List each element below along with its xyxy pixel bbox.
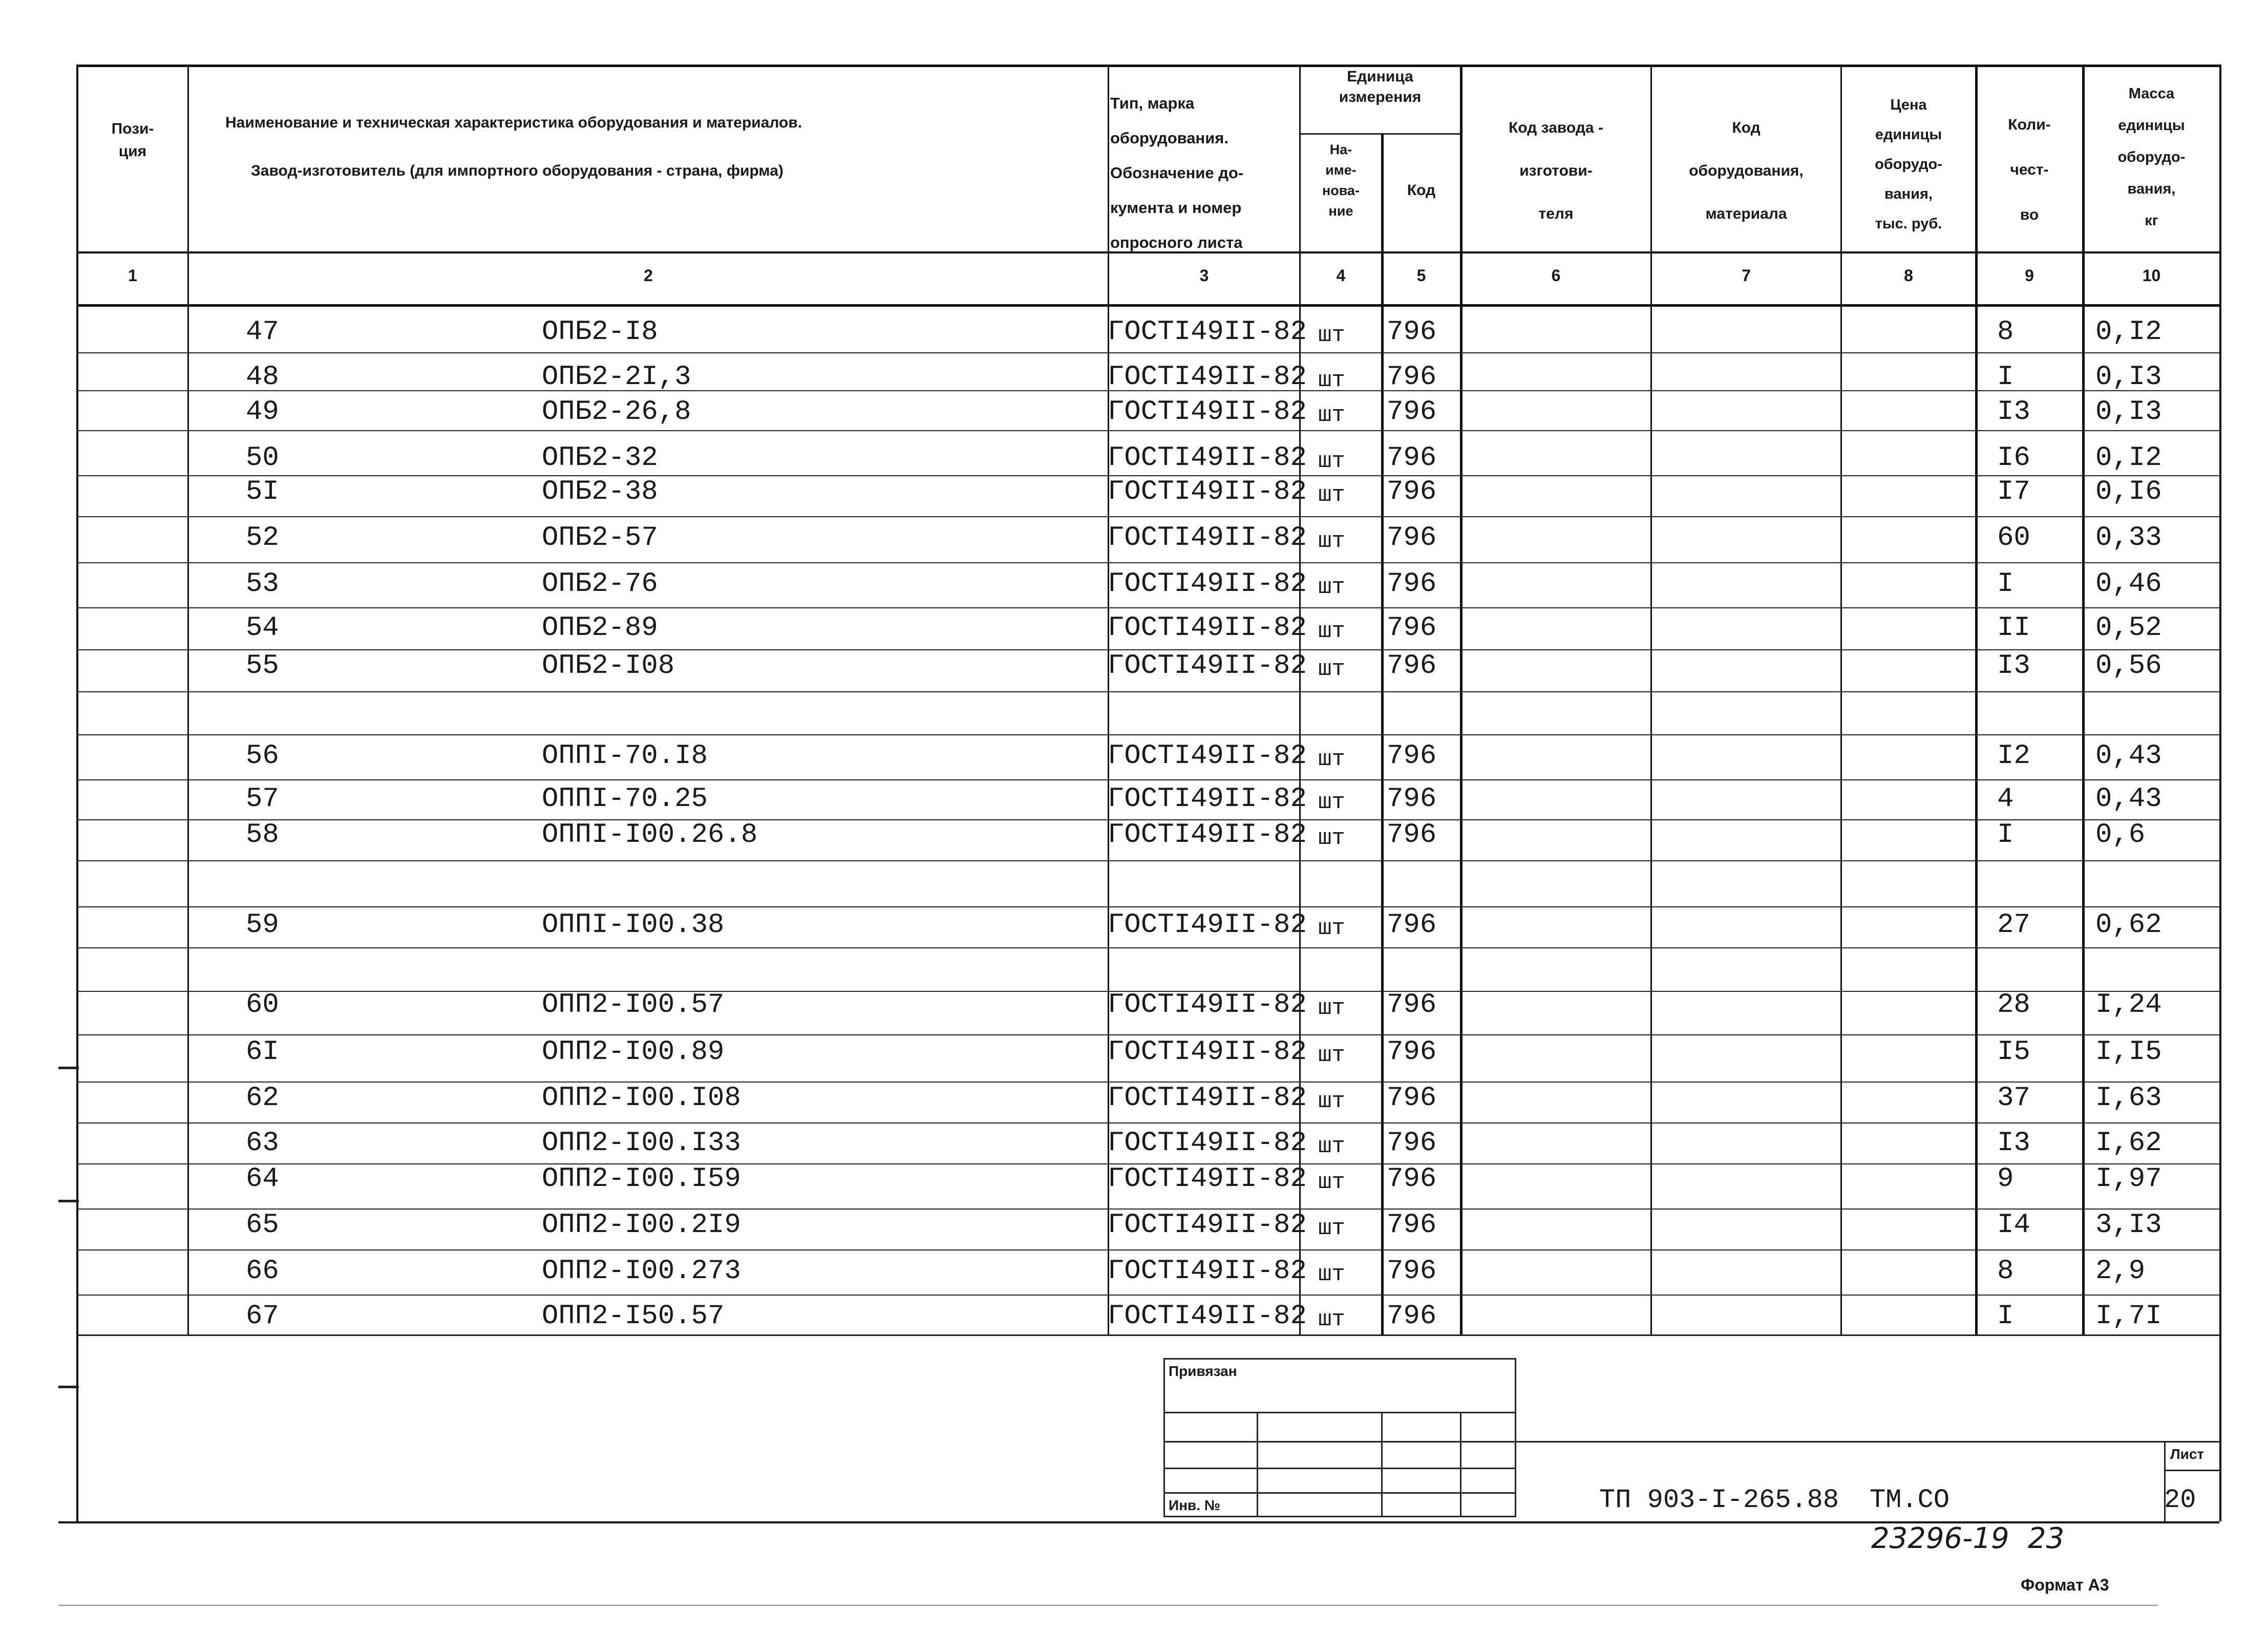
cell-qty: 8	[1997, 316, 2014, 348]
cell-name: ОПБ2-89	[542, 612, 658, 644]
cell-unit: шт	[1318, 1134, 1345, 1159]
cell-mass: 0,I3	[2095, 396, 2162, 428]
cell-mass: 0,I2	[2095, 442, 2162, 474]
header-unit-group: Единица измерения	[1339, 68, 1422, 105]
cell-name: ОППI-I00.26.8	[542, 819, 758, 851]
header-unit-name: На- име- нова- ние	[1322, 142, 1360, 219]
col-right-border	[2219, 65, 2221, 1521]
cell-doc: ГОСТI49II-82	[1108, 1256, 1307, 1287]
cell-pos: 50	[246, 442, 279, 474]
cell-code: 796	[1387, 650, 1437, 682]
cell-name: ОПБ2-76	[542, 568, 658, 600]
cell-doc: ГОСТI49II-82	[1108, 1083, 1307, 1114]
cell-pos: 58	[246, 819, 279, 851]
cell-qty: I7	[1997, 476, 2030, 507]
cell-name: ОППI-70.I8	[542, 740, 708, 772]
cell-mass: I,62	[2095, 1128, 2162, 1159]
header-position: Пози- ция	[111, 120, 154, 160]
colnum-2: 2	[644, 266, 653, 285]
row-separator	[76, 860, 2219, 861]
cell-code: 796	[1387, 1128, 1437, 1159]
cell-mass: 0,62	[2095, 909, 2162, 941]
cell-qty: 9	[1997, 1163, 2014, 1195]
row-separator	[76, 430, 2219, 431]
cell-mass: 0,43	[2095, 783, 2162, 815]
cell-qty: I	[1997, 1301, 2014, 1332]
row-separator	[76, 1249, 2219, 1250]
inv-no-label: Инв. №	[1169, 1497, 1221, 1513]
row-separator	[76, 779, 2219, 780]
cell-name: ОПБ2-38	[542, 476, 658, 507]
cell-doc: ГОСТI49II-82	[1108, 819, 1307, 851]
sheet-number: 20	[2164, 1485, 2196, 1515]
cell-unit: шт	[1318, 916, 1345, 941]
cell-doc: ГОСТI49II-82	[1108, 316, 1307, 348]
cell-code: 796	[1387, 909, 1437, 941]
row-separator	[76, 562, 2219, 563]
bottom-rule	[58, 1605, 2158, 1606]
cell-unit: шт	[1318, 995, 1345, 1021]
cell-code: 796	[1387, 568, 1437, 600]
colnum-1: 1	[128, 266, 137, 285]
cell-unit: шт	[1318, 482, 1345, 508]
header-price: Цена единицы оборудо- вания, тыс. руб.	[1875, 97, 1942, 232]
col-8-9-divider	[1975, 65, 1978, 1334]
colnum-3: 3	[1199, 266, 1209, 285]
header-name-line1: Наименование и техническая характеристика оборудования и материалов.	[225, 114, 802, 131]
cell-qty: 37	[1997, 1083, 2030, 1114]
cell-unit: шт	[1318, 1216, 1345, 1241]
privyazan-line-2	[1163, 1441, 1516, 1443]
row-separator	[76, 906, 2219, 907]
cell-code: 796	[1387, 819, 1437, 851]
cell-unit: шт	[1318, 747, 1345, 772]
cell-pos: 59	[246, 909, 279, 941]
cell-doc: ГОСТI49II-82	[1108, 568, 1307, 600]
row-separator	[76, 734, 2219, 735]
cell-doc: ГОСТI49II-82	[1108, 396, 1307, 428]
cell-name: ОПБ2-57	[542, 522, 658, 554]
cell-doc: ГОСТI49II-82	[1108, 476, 1307, 507]
cell-name: ОППI-70.25	[542, 783, 708, 815]
row-separator	[76, 1295, 2219, 1296]
privyazan-line-4	[1163, 1492, 1516, 1494]
margin-tick-1	[58, 1067, 79, 1069]
cell-name: ОПП2-I00.273	[542, 1256, 741, 1287]
cell-doc: ГОСТI49II-82	[1108, 442, 1307, 474]
cell-qty: I2	[1997, 740, 2030, 772]
cell-doc: ГОСТI49II-82	[1108, 1210, 1307, 1241]
header-quantity: Коли- чест- во	[2008, 116, 2051, 223]
cell-code: 796	[1387, 612, 1437, 644]
cell-mass: 3,I3	[2095, 1210, 2162, 1241]
cell-pos: 67	[246, 1301, 279, 1332]
cell-pos: 56	[246, 740, 279, 772]
header-name-line2: Завод-изготовитель (для импортного оборудования - страна, фирма)	[251, 162, 783, 179]
cell-qty: I3	[1997, 1128, 2030, 1159]
cell-code: 796	[1387, 740, 1437, 772]
row-separator	[76, 691, 2219, 692]
cell-mass: 2,9	[2095, 1256, 2146, 1287]
cell-mass: 0,6	[2095, 819, 2146, 851]
cell-pos: 57	[246, 783, 279, 815]
cell-pos: 60	[246, 989, 279, 1021]
cell-qty: I3	[1997, 650, 2030, 682]
cell-name: ОПБ2-26,8	[542, 396, 691, 428]
cell-unit: шт	[1318, 1043, 1345, 1068]
table-body-bottom	[76, 1334, 2219, 1336]
col-9-10-divider	[2082, 65, 2085, 1334]
cell-unit: шт	[1318, 402, 1345, 428]
cell-unit: шт	[1318, 656, 1345, 682]
cell-pos: 5I	[246, 476, 279, 507]
cell-pos: 54	[246, 612, 279, 644]
cell-mass: I,24	[2095, 989, 2162, 1021]
cell-name: ОПБ2-32	[542, 442, 658, 474]
cell-name: ОПП2-I00.I08	[542, 1083, 741, 1114]
colnum-4: 4	[1336, 266, 1346, 285]
col-6-7-divider	[1650, 65, 1652, 1334]
privyazan-vline-1	[1257, 1412, 1258, 1517]
header-type: Тип, марка оборудования. Обозначение до- кумента и номер опросного листа	[1110, 94, 1244, 251]
cell-code: 796	[1387, 476, 1437, 507]
header-maker-code: Код завода - изготови- теля	[1509, 119, 1603, 222]
cell-doc: ГОСТI49II-82	[1108, 783, 1307, 815]
colnum-9: 9	[2025, 266, 2034, 285]
cell-mass: I,63	[2095, 1083, 2162, 1114]
margin-tick-2	[58, 1200, 79, 1202]
header-equipment-code: Код оборудования, материала	[1689, 119, 1804, 222]
cell-name: ОПП2-I00.I59	[542, 1163, 741, 1195]
header-mass: Масса единицы оборудо- вания, кг	[2117, 86, 2186, 229]
col-4-5-divider	[1381, 133, 1384, 1334]
privyazan-line-3	[1163, 1468, 1516, 1469]
cell-pos: 63	[246, 1128, 279, 1159]
cell-mass: 0,43	[2095, 740, 2162, 772]
cell-doc: ГОСТI49II-82	[1108, 362, 1307, 393]
cell-code: 796	[1387, 442, 1437, 474]
table-top-border	[76, 65, 2219, 67]
cell-name: ОПП2-I00.2I9	[542, 1210, 741, 1241]
margin-tick-3	[58, 1386, 79, 1388]
cell-code: 796	[1387, 522, 1437, 554]
cell-qty: I4	[1997, 1210, 2030, 1241]
cell-name: ОПБ2-I8	[542, 316, 658, 348]
cell-qty: 28	[1997, 989, 2030, 1021]
cell-qty: 4	[1997, 783, 2014, 815]
colnum-7: 7	[1742, 266, 1751, 285]
unit-group-divider	[1299, 133, 1460, 135]
cell-doc: ГОСТI49II-82	[1108, 909, 1307, 941]
cell-pos: 65	[246, 1210, 279, 1241]
cell-name: ОПБ2-2I,3	[542, 362, 691, 393]
cell-unit: шт	[1318, 528, 1345, 554]
cell-code: 796	[1387, 316, 1437, 348]
header-unit-code: Код	[1407, 182, 1436, 199]
cell-name: ОПП2-I00.I33	[542, 1128, 741, 1159]
cell-mass: 0,52	[2095, 612, 2162, 644]
cell-doc: ГОСТI49II-82	[1108, 612, 1307, 644]
cell-doc: ГОСТI49II-82	[1108, 989, 1307, 1021]
cell-pos: 52	[246, 522, 279, 554]
colnum-10: 10	[2142, 266, 2161, 285]
cell-pos: 64	[246, 1163, 279, 1195]
cell-pos: 49	[246, 396, 279, 428]
cell-doc: ГОСТI49II-82	[1108, 1163, 1307, 1195]
sheet-label: Лист	[2170, 1446, 2205, 1462]
cell-name: ОПП2-I50.57	[542, 1301, 725, 1332]
cell-pos: 48	[246, 362, 279, 393]
cell-mass: I,7I	[2095, 1301, 2162, 1332]
cell-qty: I6	[1997, 442, 2030, 474]
cell-code: 796	[1387, 1036, 1437, 1068]
cell-code: 796	[1387, 396, 1437, 428]
cell-doc: ГОСТI49II-82	[1108, 1128, 1307, 1159]
privyazan-line-1	[1163, 1412, 1516, 1413]
privyazan-vline-3	[1460, 1412, 1461, 1517]
row-separator	[76, 516, 2219, 517]
cell-pos: 55	[246, 650, 279, 682]
cell-qty: 8	[1997, 1256, 2014, 1287]
colnum-6: 6	[1551, 266, 1561, 285]
cell-pos: 53	[246, 568, 279, 600]
cell-doc: ГОСТI49II-82	[1108, 650, 1307, 682]
cell-code: 796	[1387, 783, 1437, 815]
cell-pos: 47	[246, 316, 279, 348]
document-suffix: ТМ.СО	[1870, 1485, 1950, 1515]
cell-qty: I	[1997, 362, 2014, 393]
cell-unit: шт	[1318, 1307, 1345, 1332]
cell-qty: 27	[1997, 909, 2030, 941]
cell-qty: I	[1997, 819, 2014, 851]
cell-mass: 0,33	[2095, 522, 2162, 554]
cell-pos: 6I	[246, 1036, 279, 1068]
cell-name: ОПП2-I00.57	[542, 989, 725, 1021]
cell-code: 796	[1387, 362, 1437, 393]
cell-name: ОППI-I00.38	[542, 909, 725, 941]
cell-doc: ГОСТI49II-82	[1108, 740, 1307, 772]
cell-mass: 0,I2	[2095, 316, 2162, 348]
cell-mass: I,I5	[2095, 1036, 2162, 1068]
colnum-5: 5	[1416, 266, 1426, 285]
cell-code: 796	[1387, 1083, 1437, 1114]
cell-pos: 66	[246, 1256, 279, 1287]
cell-unit: шт	[1318, 1262, 1345, 1287]
cell-mass: 0,I3	[2095, 362, 2162, 393]
document-code: ТП 903-I-265.88	[1599, 1485, 1839, 1515]
cell-code: 796	[1387, 1163, 1437, 1195]
cell-code: 796	[1387, 1256, 1437, 1287]
stamp-page: 23	[2028, 1522, 2065, 1555]
cell-unit: шт	[1318, 790, 1345, 815]
format-label: Формат А3	[2021, 1576, 2109, 1594]
cell-code: 796	[1387, 1301, 1437, 1332]
row-separator	[76, 352, 2219, 353]
cell-mass: 0,46	[2095, 568, 2162, 600]
cell-unit: шт	[1318, 368, 1345, 393]
sheet-box-divider	[2164, 1470, 2219, 1471]
cell-unit: шт	[1318, 449, 1345, 474]
cell-unit: шт	[1318, 619, 1345, 644]
row-separator	[76, 1122, 2219, 1123]
row-separator	[76, 947, 2219, 948]
cell-name: ОПБ2-I08	[542, 650, 675, 682]
cell-name: ОПП2-I00.89	[542, 1036, 725, 1068]
cell-unit: шт	[1318, 825, 1345, 851]
privyazan-vline-2	[1381, 1412, 1383, 1517]
cell-qty: I	[1997, 568, 2014, 600]
cell-qty: II	[1997, 612, 2030, 644]
cell-qty: I5	[1997, 1036, 2030, 1068]
cell-qty: 60	[1997, 522, 2030, 554]
cell-unit: шт	[1318, 1170, 1345, 1195]
col-5-6-divider	[1460, 65, 1462, 1334]
col-7-8-divider	[1840, 65, 1842, 1334]
cell-qty: I3	[1997, 396, 2030, 428]
stamp-number: 23296-19	[1871, 1522, 2009, 1555]
number-row-bottom-border	[76, 304, 2219, 307]
cell-pos: 62	[246, 1083, 279, 1114]
titleblock-top-line	[1516, 1441, 2219, 1443]
privyazan-label: Привязан	[1169, 1363, 1237, 1379]
cell-code: 796	[1387, 989, 1437, 1021]
cell-doc: ГОСТI49II-82	[1108, 522, 1307, 554]
col-1-2-divider	[187, 65, 189, 1334]
colnum-8: 8	[1904, 266, 1913, 285]
cell-unit: шт	[1318, 323, 1345, 348]
cell-mass: 0,56	[2095, 650, 2162, 682]
cell-doc: ГОСТI49II-82	[1108, 1036, 1307, 1068]
cell-unit: шт	[1318, 575, 1345, 600]
cell-unit: шт	[1318, 1089, 1345, 1114]
row-separator	[76, 1034, 2219, 1035]
row-separator	[76, 607, 2219, 608]
cell-code: 796	[1387, 1210, 1437, 1241]
cell-doc: ГОСТI49II-82	[1108, 1301, 1307, 1332]
cell-mass: I,97	[2095, 1163, 2162, 1195]
cell-mass: 0,I6	[2095, 476, 2162, 507]
